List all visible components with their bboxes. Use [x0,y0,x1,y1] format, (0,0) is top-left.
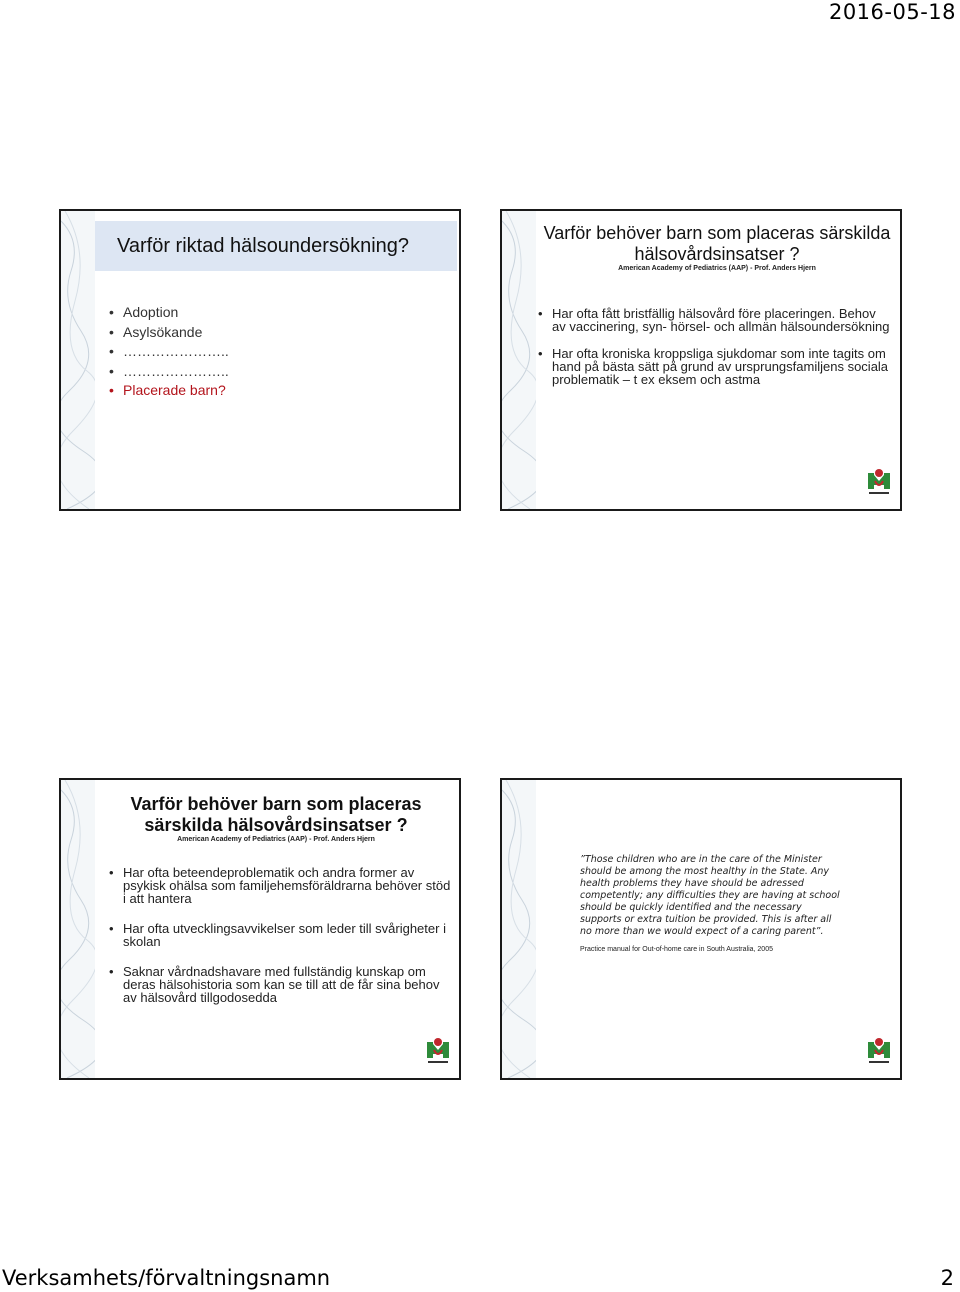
bullet-list [532,307,892,400]
list-item: • Saknar vårdnadshavare med fullständig kunskap om deras hälsohistoria som kan se till att de får sina behov av hälsovård tillgodosedda [103,965,453,1004]
malmo-stad-logo-icon [425,1036,451,1068]
list-item: • ………………….. [103,362,229,382]
slide-title: Varför behöver barn som placeras särskilda hälsovårdsinsatser ? [543,223,891,264]
footer-org-name: Verksamhets/förvaltningsnamn [2,1266,331,1290]
page-date: 2016-05-18 [828,0,956,24]
slide-title: Varför riktad hälsoundersökning? [117,234,410,257]
malmo-stad-logo-icon [866,1036,892,1068]
list-item: • Adoption [103,303,229,323]
slide-subtitle: American Academy of Pediatrics (AAP) - Prof. Anders Hjern [177,836,375,843]
list-item: • Placerade barn? [103,381,229,401]
slide-title: Varför behöver barn som placeras särskilda hälsovårdsinsatser ? [130,794,422,835]
slide-2 [500,209,902,511]
slide-decoration [502,780,536,1078]
page-number: 2 [940,1266,954,1290]
quote-text: ”Those children who are in the care of the Minister should be among the most healthy in the State. Any health problems they have should be adressed competently; any difficulties they are having at school should be quickly identified and the necessary supports or extra tuition be provided. This is after all no more than we would expect of a caring parent”. [580,854,840,937]
quote-source: Practice manual for Out-of-home care in South Australia, 2005 [580,946,773,953]
slide-3 [59,778,461,1080]
slide-decoration [502,211,536,509]
malmo-stad-logo-icon [866,467,892,499]
slide-4 [500,778,902,1080]
list-item: • Har ofta fått bristfällig hälsovård före placeringen. Behov av vaccinering, syn- hörsel- och allmän hälsoundersökning [532,307,892,333]
list-item: • Har ofta kroniska kroppsliga sjukdomar som inte tagits om hand på bästa sätt på grund av ursprungsfamiljens sociala problematik – t ex eksem och astma [532,347,892,386]
slide-decoration [61,211,95,509]
list-item: • Har ofta beteendeproblematik och andra former av psykisk ohälsa som familjehemsföräldrarna behöver stöd i att hantera [103,866,453,905]
slide-decoration [61,780,95,1078]
slide-title-box [95,221,457,271]
list-item: • ………………….. [103,342,229,362]
list-item: • Har ofta utvecklingsavvikelser som leder till svårigheter i skolan [103,922,453,948]
bullet-list [103,303,229,401]
slide-1 [59,209,461,511]
slide-subtitle: American Academy of Pediatrics (AAP) - Prof. Anders Hjern [618,265,816,272]
bullet-list [103,866,453,1021]
list-item: • Asylsökande [103,323,229,343]
